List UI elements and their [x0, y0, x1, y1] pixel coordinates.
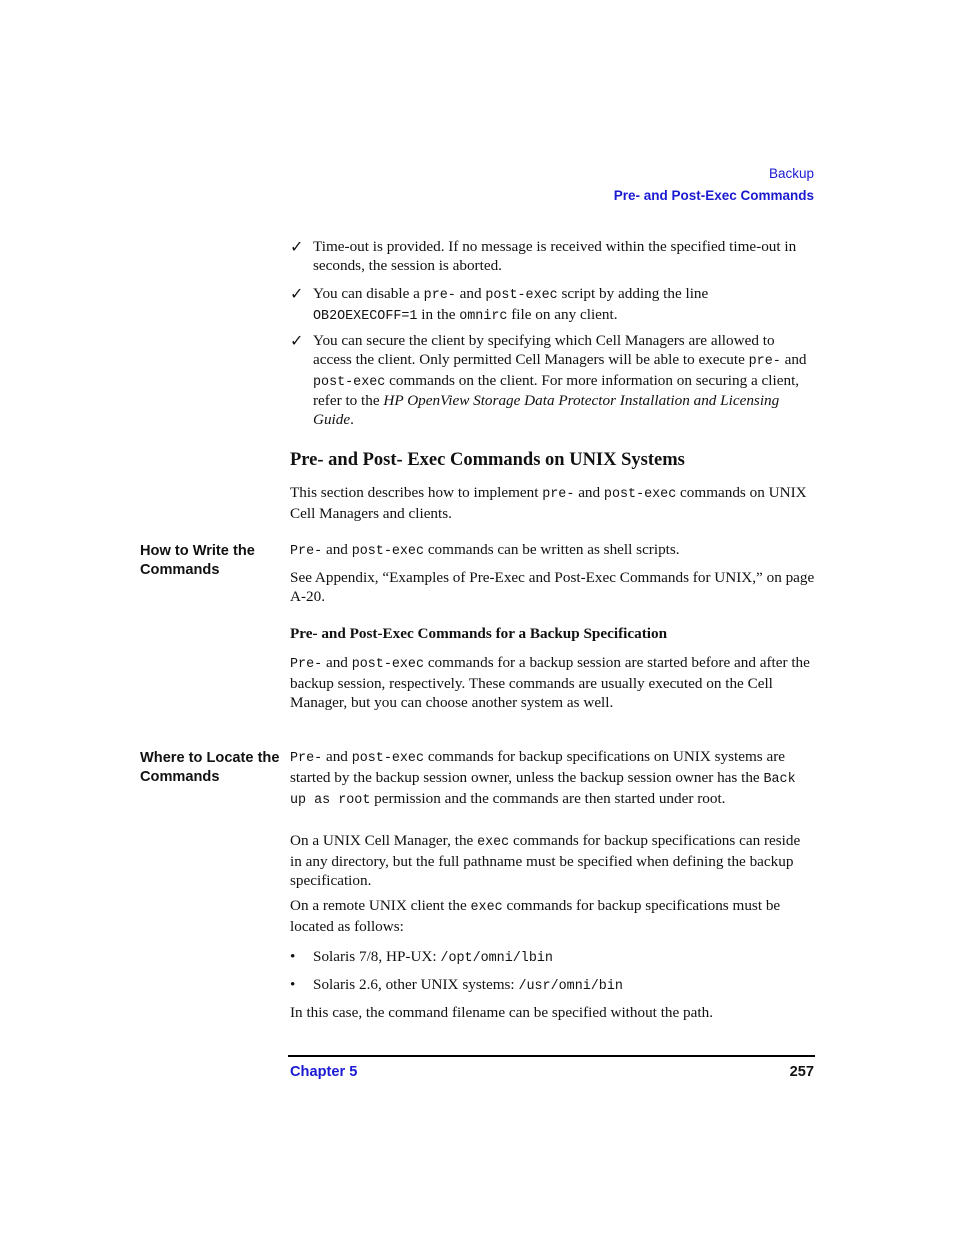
checklist-item-text: Time-out is provided. If no message is received within the specified time-out in seconds, the session is aborted.: [313, 238, 797, 274]
code-omnirc: omnirc: [459, 308, 508, 324]
checkmark-icon: ✓: [290, 284, 304, 303]
code-post-exec: post-exec: [351, 751, 425, 766]
code-pre: Pre-: [290, 657, 323, 672]
code-exec: exec: [477, 835, 510, 850]
checkmark-icon: ✓: [290, 331, 304, 350]
code-ob2oexecoff: OB2OEXECOFF=1: [313, 308, 418, 324]
code-pre: pre-: [423, 288, 456, 303]
running-header-section: Backup: [768, 166, 814, 181]
cell-manager-paragraph: On a UNIX Cell Manager, the exec commands for backup specifications can reside in any directory, but the full pathname must be specified when defining the backup specification.: [290, 832, 801, 889]
side-heading-how-to-write: How to Write the Commands: [140, 543, 255, 578]
write-paragraph: Pre- and post-exec commands can be written as shell scripts.: [290, 541, 680, 559]
code-back-up-as-root: Back up as root: [290, 771, 796, 808]
code-pre: pre-: [748, 353, 781, 369]
backup-spec-paragraph: Pre- and post-exec commands for a backup session are started before and after the backup session, respectively. These commands are usually executed on the Cell Manager, but you can choose another system as well.: [290, 654, 810, 711]
checklist-item: [290, 238, 815, 276]
intro-paragraph: This section describes how to implement pre- and post-exec commands on UNIX Cell Managers and clients.: [290, 484, 807, 522]
list-item: • Solaris 7/8, HP-UX: /opt/omni/lbin: [290, 948, 553, 966]
section-heading: Pre- and Post- Exec Commands on UNIX Systems: [290, 450, 685, 470]
list-item: • Solaris 2.6, other UNIX systems: /usr/omni/bin: [290, 976, 623, 994]
code-post-exec: post-exec: [351, 657, 425, 672]
code-pre: Pre-: [290, 544, 323, 559]
side-heading-where-to-locate: Where to Locate the Commands: [140, 750, 280, 785]
checkmark-icon: ✓: [290, 237, 304, 256]
running-header-topic: Pre- and Post-Exec Commands: [613, 188, 814, 203]
code-pre: pre-: [542, 487, 575, 502]
locate-paragraph: Pre- and post-exec commands for backup specifications on UNIX systems are started by the backup session owner, unless the backup session owner has the Back up as root permission and the commands are then started under root.: [290, 748, 796, 808]
bullet-icon: •: [290, 948, 296, 965]
code-post-exec: post-exec: [351, 544, 425, 559]
code-path: /opt/omni/lbin: [440, 951, 553, 966]
remote-client-paragraph: On a remote UNIX client the exec commands for backup specifications must be located as follows:: [290, 897, 781, 935]
code-pre: Pre-: [290, 751, 323, 766]
checklist-item-text: You can disable a pre- and post-exec script by adding the line OB2OEXECOFF=1 in the omnirc file on any client.: [313, 285, 709, 324]
code-path: /usr/omni/bin: [518, 979, 623, 994]
appendix-reference-paragraph: See Appendix, “Examples of Pre-Exec and Post-Exec Commands for UNIX,” on page A-20.: [290, 569, 815, 605]
checklist-item: [290, 285, 815, 327]
code-post-exec: post-exec: [603, 487, 677, 502]
checklist-item-text: You can secure the client by specifying which Cell Managers are allowed to access the client. Only permitted Cell Managers will be able to execute pre- and post-exec commands on the client. For more information on securing a client, refer to the HP OpenView Storage Data Protector Installation and Licensing Guide.: [313, 332, 807, 429]
checklist-item: [290, 332, 815, 430]
bullet-icon: •: [290, 976, 296, 993]
guide-title: HP OpenView Storage Data Protector Installation and Licensing Guide: [313, 392, 780, 429]
code-post-exec: post-exec: [485, 288, 558, 303]
footer-chapter: Chapter 5: [290, 1064, 358, 1080]
code-exec: exec: [470, 900, 503, 915]
closing-paragraph: In this case, the command filename can be specified without the path.: [290, 1004, 713, 1021]
code-post-exec: post-exec: [313, 374, 386, 390]
page-number: 257: [789, 1064, 814, 1080]
footer-divider: [288, 1055, 815, 1057]
subheading-backup-spec: Pre- and Post-Exec Commands for a Backup Specification: [290, 625, 668, 642]
